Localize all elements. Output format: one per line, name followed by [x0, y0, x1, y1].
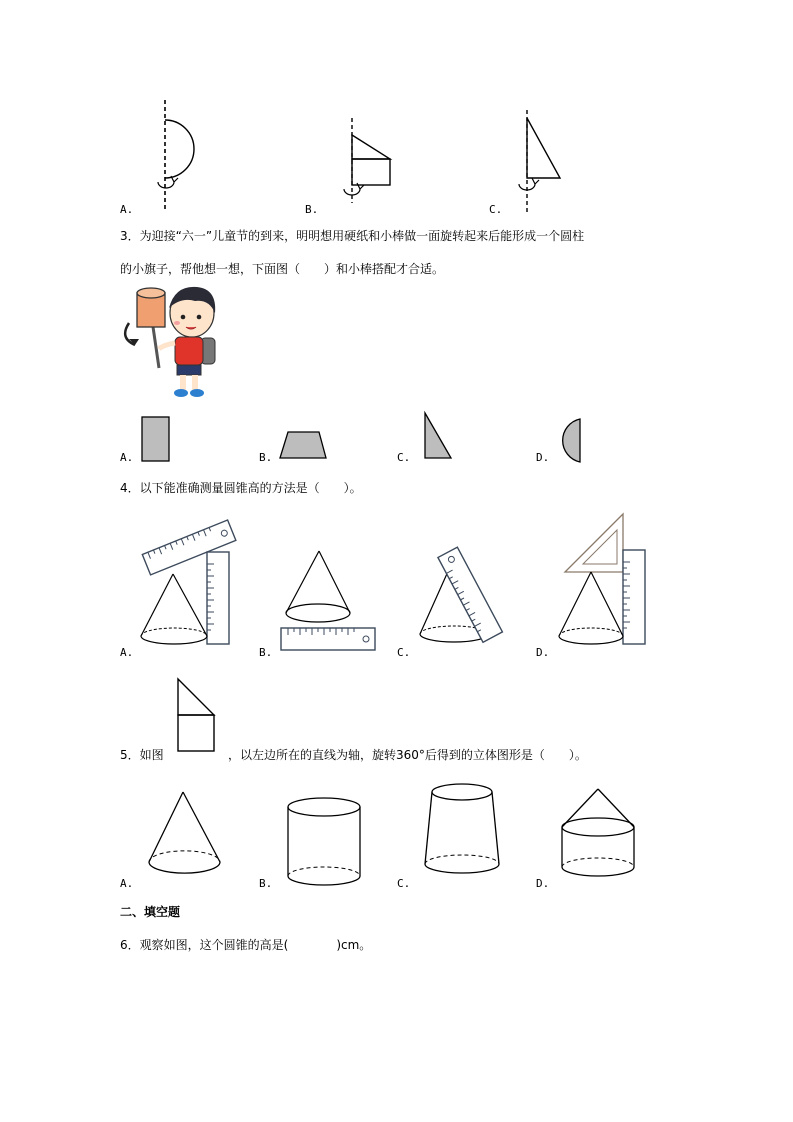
q4-option-c-label[interactable]: C. [397, 646, 411, 659]
q3-option-c-triangle [423, 411, 453, 461]
q5-option-b-label[interactable]: B. [259, 877, 273, 890]
q3-option-b-label[interactable]: B. [259, 451, 273, 464]
q4-option-a-figure [135, 508, 245, 648]
q6-text: 6．观察如图，这个圆锥的高是( )cm。 [120, 938, 372, 952]
q3-option-b-trapezoid [279, 431, 329, 461]
q4-option-d-label[interactable]: D. [536, 646, 550, 659]
q5-option-b-cylinder [286, 796, 364, 890]
q5-option-c-frustum [422, 782, 504, 878]
q4-text: 4．以下能准确测量圆锥高的方法是（ ）。 [120, 481, 362, 495]
q5-option-c-label[interactable]: C. [397, 877, 411, 890]
q5-option-d-cone-cylinder [558, 787, 640, 881]
q2-option-c-figure [505, 108, 575, 216]
q4-option-d-figure [555, 510, 655, 650]
q2-option-a-figure [140, 100, 210, 215]
boy-with-flag-illustration [117, 283, 227, 403]
q5-option-a-label[interactable]: A. [120, 877, 134, 890]
q3-option-d-label[interactable]: D. [536, 451, 550, 464]
q3-option-d-semicircle [556, 418, 582, 464]
q2-option-b-figure [330, 115, 400, 205]
q3-text-line2: 的小旗子，帮他想一想，下面图（ ）和小棒搭配才合适。 [120, 262, 445, 276]
q5-option-d-label[interactable]: D. [536, 877, 550, 890]
q2-option-a-label[interactable]: A. [120, 203, 134, 216]
q5-option-a-cone [146, 790, 226, 882]
q2-option-c-label[interactable]: C. [489, 203, 503, 216]
q5-text-suffix: ，以左边所在的直线为轴，旋转360°后得到的立体图形是（ ）。 [228, 748, 587, 762]
q2-option-b-label[interactable]: B. [305, 203, 319, 216]
q3-option-c-label[interactable]: C. [397, 451, 411, 464]
q4-option-b-figure [278, 548, 378, 654]
q5-text-prefix: 5．如图 [120, 748, 164, 762]
section-title: 二、填空题 [120, 905, 181, 919]
q4-option-a-label[interactable]: A. [120, 646, 134, 659]
q5-reference-figure [176, 677, 218, 753]
q4-option-b-label[interactable]: B. [259, 646, 273, 659]
q3-option-a-label[interactable]: A. [120, 451, 134, 464]
q3-text-line1: 3．为迎接“六一”儿童节的到来，明明想用硬纸和小棒做一面旋转起来后能形成一个圆柱 [120, 229, 585, 243]
q4-option-c-figure [414, 548, 514, 648]
q3-option-a-rectangle [141, 416, 171, 462]
